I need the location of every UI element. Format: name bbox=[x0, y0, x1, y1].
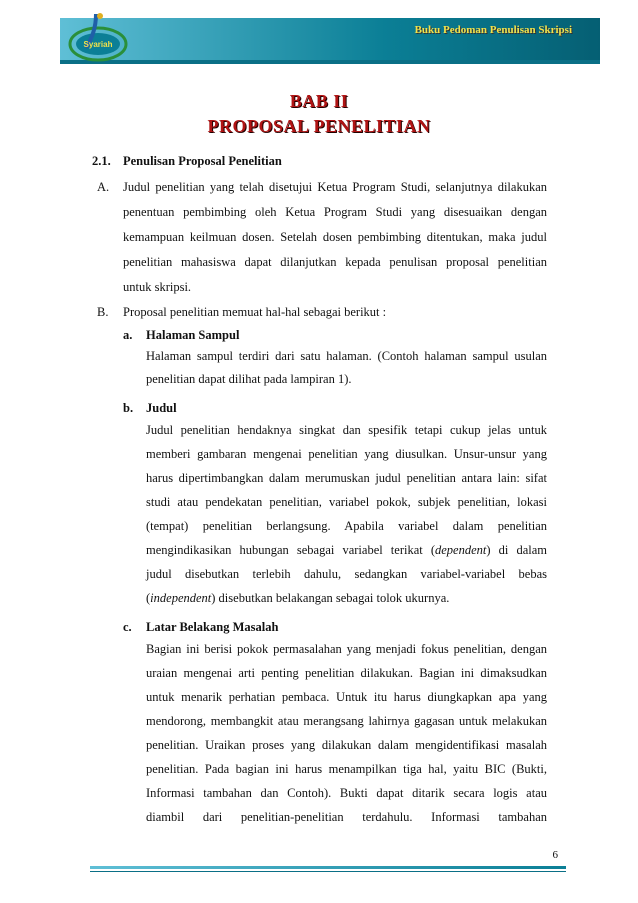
sub-c-marker: c. bbox=[123, 620, 132, 634]
footer-rule bbox=[90, 866, 566, 869]
sub-a-line: Halaman sampul terdiri dari satu halaman. (Contoh halaman sampul usulan bbox=[146, 349, 547, 363]
sub-b-line: (independent) disebutkan belakangan sebagai tolok ukurnya. bbox=[146, 591, 450, 605]
footer-rule-thin bbox=[90, 871, 566, 872]
page-number: 6 bbox=[552, 849, 558, 861]
item-a-line: penentuan pembimbing oleh Ketua Program Studi yang disesuaikan dengan bbox=[123, 205, 547, 219]
header-band bbox=[60, 18, 600, 64]
logo-text: Syariah bbox=[83, 40, 113, 49]
sub-b-marker: b. bbox=[123, 401, 134, 415]
sub-b-line: (tempat) penelitian berlangsung. Apabila variabel dalam penelitian bbox=[146, 519, 547, 533]
sub-a-marker: a. bbox=[123, 328, 133, 342]
item-b-text: Proposal penelitian memuat hal-hal sebagai berikut : bbox=[123, 305, 387, 319]
chapter-title: PROPOSAL PENELITIAN bbox=[207, 116, 431, 136]
sub-c-line: Informasi tambahan dan Contoh). Bukti dapat ditarik secara logis atau bbox=[146, 786, 547, 800]
sub-b-line: studi atau pendekatan penelitian, variabel pokok, subjek penelitian, lokasi bbox=[146, 495, 547, 509]
sub-c-line: mendorong, membangkit atau merangsang lahirnya gagasan untuk melakukan bbox=[146, 714, 547, 728]
sub-c-line: untuk menarik perhatian pembaca. Untuk itu harus diungkapkan apa yang bbox=[146, 690, 547, 704]
header-title: Buku Pedoman Penulisan Skripsi bbox=[414, 24, 572, 36]
sub-a-line: penelitian dapat dilihat pada lampiran 1). bbox=[146, 372, 352, 386]
section-number: 2.1. bbox=[92, 154, 111, 168]
sub-b-line: mengindikasikan hubungan sebagai variabel terikat (dependent) di dalam bbox=[146, 543, 547, 557]
sub-b-line: memberi gambaran mengenai penelitian yang diusulkan. Unsur-unsur yang bbox=[146, 447, 547, 461]
sub-c-line: Bagian ini berisi pokok permasalahan yang menjadi fokus penelitian, dengan bbox=[146, 642, 547, 656]
item-a-line: Judul penelitian yang telah disetujui Ketua Program Studi, selanjutnya dilakukan bbox=[123, 180, 547, 194]
sub-c-line: penelitian. Pada bagian ini harus menampilkan tiga hal, yaitu BIC (Bukti, bbox=[146, 762, 547, 776]
item-a-line: penelitian mahasiswa dapat dilanjutkan kepada penulisan proposal penelitian bbox=[123, 255, 547, 269]
sub-c-line: penelitian. Uraikan proses yang dilakukan dalam mengidentifikasi masalah bbox=[146, 738, 547, 752]
item-a-line: kemampuan keilmuan dosen. Setelah dosen pembimbing ditentukan, maka judul bbox=[123, 230, 547, 244]
item-a-line: untuk skripsi. bbox=[123, 280, 192, 294]
logo-icon bbox=[66, 8, 130, 68]
item-a-marker: A. bbox=[97, 180, 110, 194]
sub-c-line: diambil dari penelitian-penelitian terdahulu. Informasi tambahan bbox=[146, 810, 547, 824]
sub-b-line: Judul penelitian hendaknya singkat dan spesifik tetapi cukup jelas untuk bbox=[146, 423, 547, 437]
sub-b-line: harus dipertimbangkan dalam merumuskan judul penelitian antara lain: sifat bbox=[146, 471, 547, 485]
sub-b-title: Judul bbox=[146, 401, 177, 415]
sub-a-title: Halaman Sampul bbox=[146, 328, 240, 342]
section-title: Penulisan Proposal Penelitian bbox=[123, 154, 282, 168]
item-b-marker: B. bbox=[97, 305, 109, 319]
sub-b-line: judul disebutkan terlebih dahulu, sedangkan variabel-variabel bebas bbox=[146, 567, 547, 581]
sub-c-line: uraian mengenai arti penting penelitian dilakukan. Bagian ini dimaksudkan bbox=[146, 666, 547, 680]
chapter-label: BAB II bbox=[289, 91, 349, 111]
sub-c-title: Latar Belakang Masalah bbox=[146, 620, 279, 634]
